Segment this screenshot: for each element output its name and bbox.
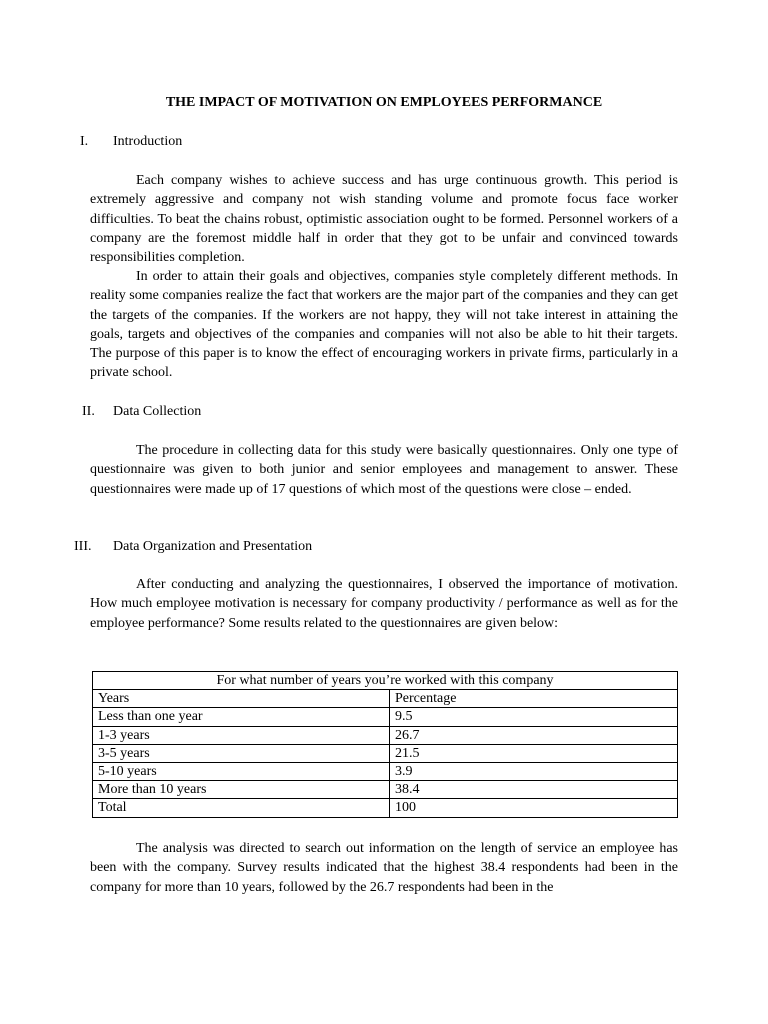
table-cell-years: Less than one year [93, 708, 390, 726]
section-heading-data-collection [80, 402, 678, 421]
analysis-paragraph: The analysis was directed to search out information on the length of service an employee has been with the company. Survey results indicated that the highest 38.4 respondents had been in the company for more than 10 years, followed by the 26.7 respondents had been in the [90, 841, 678, 895]
table-header-percentage: Percentage [390, 690, 678, 708]
paragraph: Each company wishes to achieve success and has urge continuous growth. This period is extremely aggressive and company not wish standing volume and promote focus face worker difficulties. To beat the chains robust, optimistic association ought to be formed. Personnel workers of a company are the foremost middle half in order that they got to be unfair and convinced towards responsibilities completion. [90, 173, 678, 266]
years-worked-table [92, 671, 678, 818]
table-caption: For what number of years you’re worked with this company [93, 672, 678, 690]
section-title: Data Organization and Presentation [113, 539, 313, 554]
table-row-total [93, 799, 678, 817]
section-number: I. [80, 134, 89, 149]
paragraph: In order to attain their goals and objectives, companies style completely different methods. In reality some companies realize the fact that workers are the major part of the companies and they can get the targets of the companies. If the workers are not happy, they will not take interest in attaining the goals, targets and objectives of the companies and companies will not also be able to hit their targets. The purpose of this paper is to know the effect of encouraging workers in private firms, particularly in a private school. [90, 269, 678, 381]
table-cell-years: 3-5 years [93, 744, 390, 762]
section-title: Data Collection [113, 404, 202, 419]
table-row [93, 726, 678, 744]
table-caption-row [93, 672, 678, 690]
table-cell-percentage: 38.4 [390, 781, 678, 799]
table-cell-percentage: 21.5 [390, 744, 678, 762]
table-row [93, 708, 678, 726]
section-number: III. [74, 539, 92, 554]
table-row [93, 744, 678, 762]
section-heading-introduction [80, 132, 678, 151]
section-title: Introduction [113, 134, 183, 149]
table-cell-percentage: 3.9 [390, 762, 678, 780]
table-cell-years: 5-10 years [93, 762, 390, 780]
table-row [93, 762, 678, 780]
table-cell-years: More than 10 years [93, 781, 390, 799]
table-cell-percentage: 100 [390, 799, 678, 817]
document-title: THE IMPACT OF MOTIVATION ON EMPLOYEES PERFORMANCE [165, 95, 603, 110]
paragraph: The procedure in collecting data for this study were basically questionnaires. Only one type of questionnaire was given to both junior and senior employees and management to answer. These questionnaires were made up of 17 questions of which most of the questions were close – ended. [90, 443, 678, 497]
table-cell-years: 1-3 years [93, 726, 390, 744]
table-header-years: Years [93, 690, 390, 708]
table-cell-years: Total [93, 799, 390, 817]
table-cell-percentage: 26.7 [390, 726, 678, 744]
table-row [93, 781, 678, 799]
section-number: II. [82, 404, 95, 419]
paragraph: After conducting and analyzing the questionnaires, I observed the importance of motivation. How much employee motivation is necessary for company productivity / performance as well as for the employee performance? Some results related to the questionnaires are given below: [90, 577, 678, 631]
table-cell-percentage: 9.5 [390, 708, 678, 726]
section-heading-data-organization [74, 537, 678, 556]
table-header-row [93, 690, 678, 708]
